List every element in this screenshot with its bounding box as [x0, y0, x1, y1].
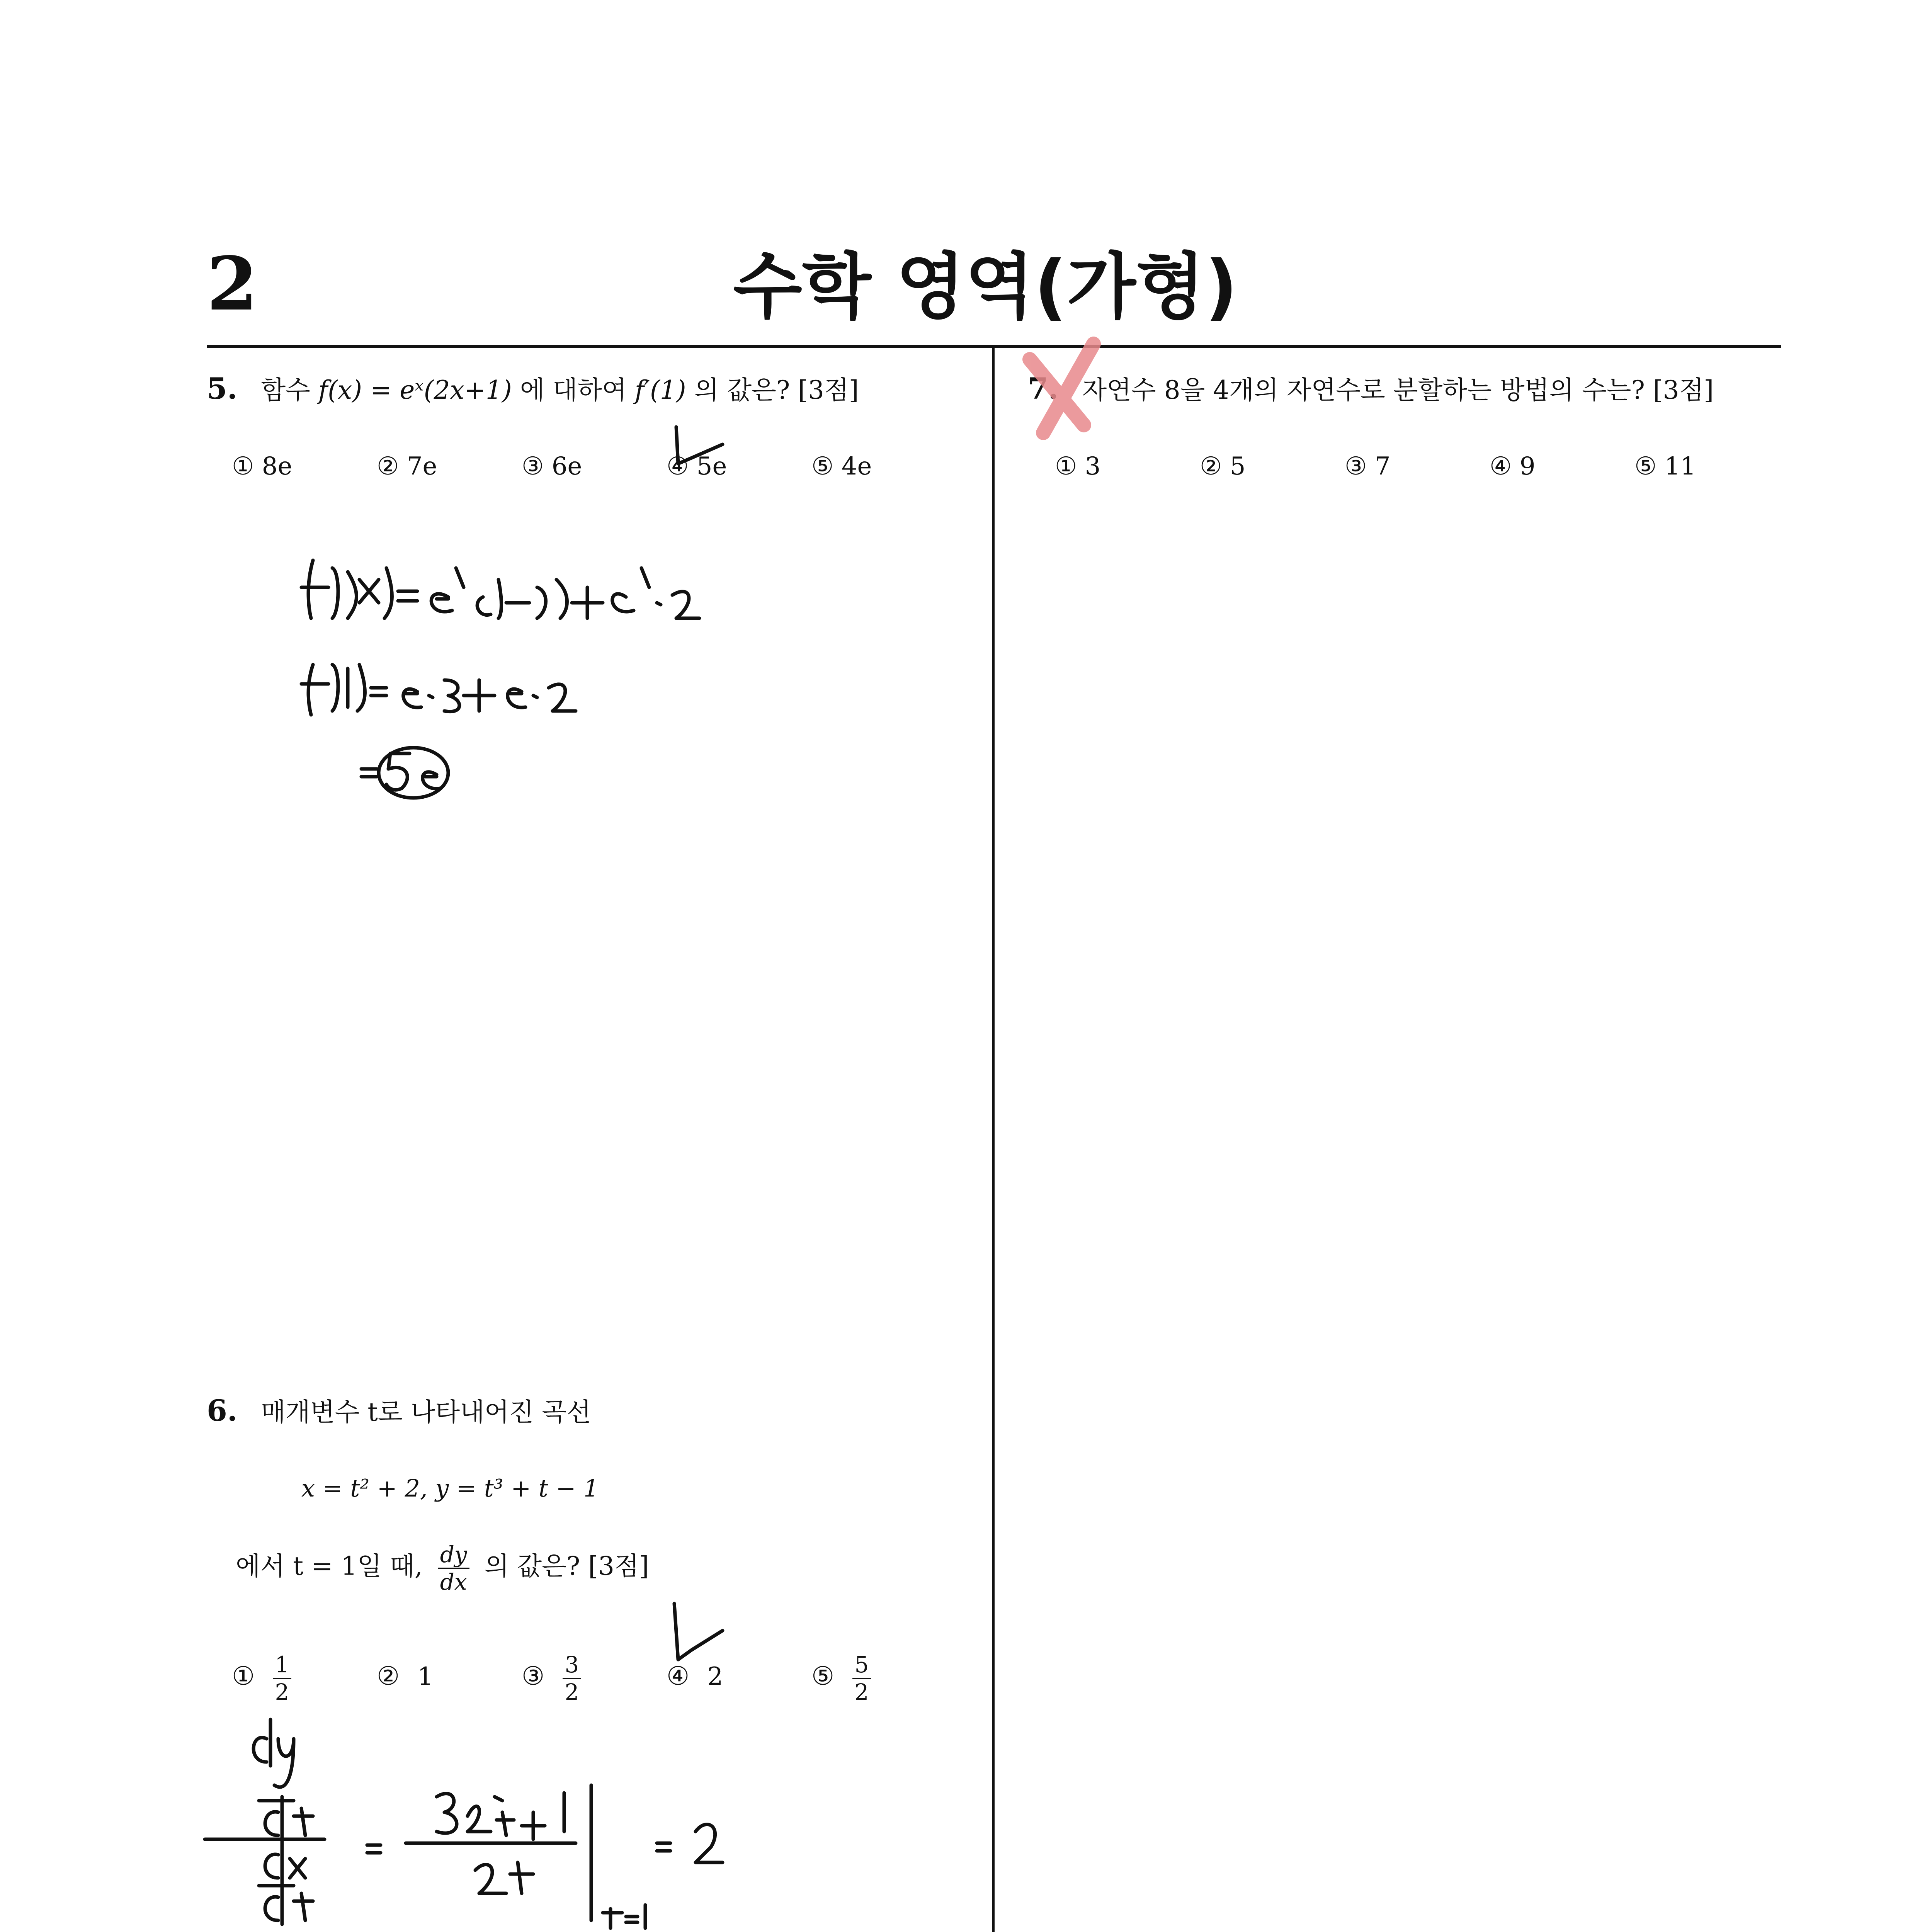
q6-work-equals — [367, 1845, 381, 1853]
question-text: 의 값은? [3점] — [484, 1551, 649, 1581]
q6-work-dt — [265, 1797, 313, 1839]
page-number: 2 — [207, 241, 258, 327]
q5-option-4[interactable]: ④ 5e — [667, 452, 727, 481]
q5-option-3[interactable]: ③ 6e — [522, 452, 582, 481]
q6-work-numerator — [437, 1793, 564, 1839]
q7-wrong-mark — [1030, 344, 1094, 433]
q5-option-1[interactable]: ① 8e — [232, 452, 293, 481]
q7-option-2[interactable]: ② 5 — [1200, 452, 1246, 481]
q5-option-2[interactable]: ② 7e — [377, 452, 437, 481]
q6-option-4[interactable]: ④ 2 — [667, 1661, 723, 1691]
q6-work-denominator — [475, 1862, 533, 1893]
page-title: 수학 영역(가형) — [733, 245, 1238, 328]
question-number: 6. — [207, 1393, 238, 1428]
question-number: 5. — [207, 371, 238, 406]
question-formula: f′(1) — [634, 375, 686, 405]
q6-work-at-t1 — [603, 1905, 645, 1928]
question-number: 7. — [1028, 371, 1059, 406]
question-text: 의 값은? [3점] — [694, 375, 859, 405]
question-text: 함수 — [261, 375, 310, 405]
q5-work-line-1b — [398, 568, 699, 618]
q7-option-5[interactable]: ⑤ 11 — [1634, 452, 1696, 481]
q6-option-1[interactable]: ① $\frac{1}{2}$ — [232, 1652, 291, 1705]
dy-dx-fraction: $\frac{dy}{dx}$ — [438, 1542, 469, 1595]
question-formula: f(x) = eˣ(2x+1) — [318, 375, 512, 405]
q7-option-4[interactable]: ④ 9 — [1490, 452, 1536, 481]
q7-option-1[interactable]: ① 3 — [1055, 452, 1101, 481]
q7-option-3[interactable]: ③ 7 — [1345, 452, 1391, 481]
q6-option-5[interactable]: ⑤ $\frac{5}{2}$ — [811, 1652, 871, 1705]
q5-work-line-1 — [301, 560, 392, 618]
q6-work-equals-2 — [657, 1843, 670, 1851]
question-text: 에 대하여 — [520, 375, 627, 405]
question-text: 매개변수 t로 나타내어진 곡선 — [261, 1397, 591, 1427]
question-text: 자연수 8을 4개의 자연수로 분할하는 방법의 수는? [3점] — [1082, 375, 1714, 405]
q5-option-5[interactable]: ⑤ 4e — [811, 452, 872, 481]
q6-work-dy — [253, 1719, 294, 1787]
q6-option-2[interactable]: ② 1 — [377, 1661, 434, 1691]
q5-answer-circle — [379, 748, 448, 798]
q5-check-mark — [676, 427, 723, 464]
q6-option-3[interactable]: ③ $\frac{3}{2}$ — [522, 1652, 581, 1705]
q6-work-dt2 — [265, 1882, 313, 1924]
question-6-equation: x = t² + 2, y = t³ + t − 1 — [301, 1474, 599, 1502]
q6-check-mark — [674, 1604, 723, 1660]
q6-work-dx — [265, 1839, 305, 1882]
q5-answer-text — [361, 753, 440, 790]
question-text: 에서 t = 1일 때, — [236, 1551, 423, 1581]
q6-work-result — [696, 1824, 723, 1862]
q5-work-line-2 — [301, 665, 576, 715]
